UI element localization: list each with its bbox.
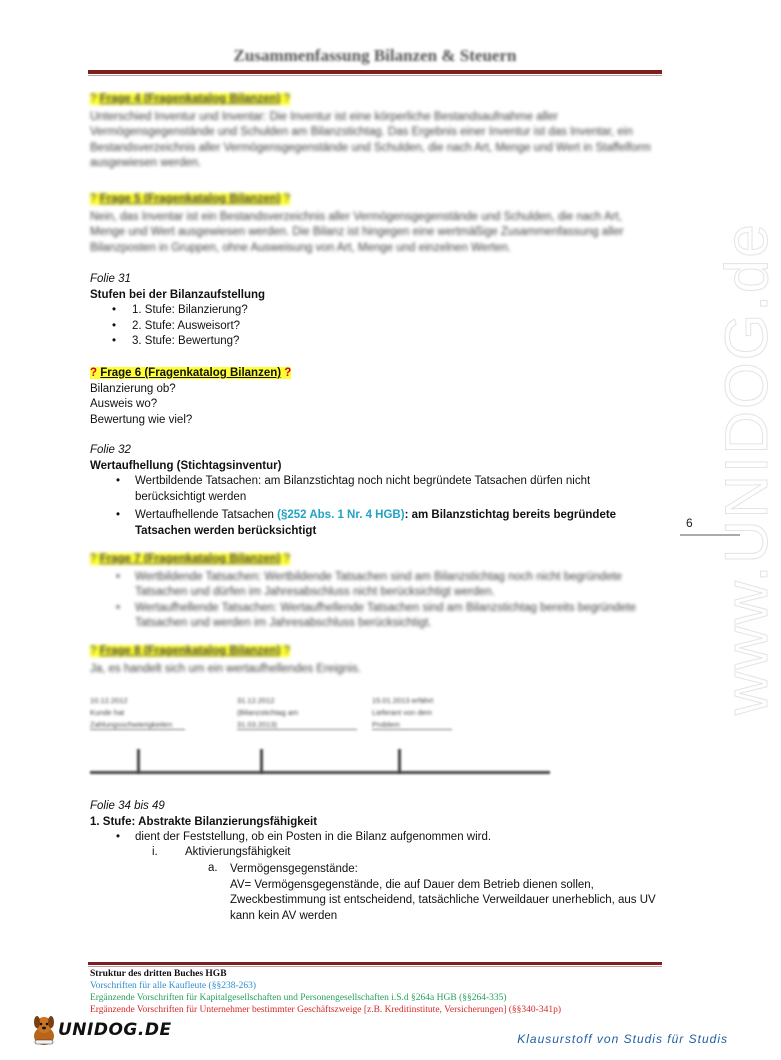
bullet-list bbox=[90, 303, 660, 350]
answer-line: Bewertung wie viel? bbox=[90, 413, 193, 426]
timeline-tick bbox=[398, 749, 401, 773]
sub-heading: Aktivierungsfähigkeit bbox=[185, 846, 291, 858]
footer-line: Ergänzende Vorschriften für Unternehmer bestimmter Geschäftszweige [z.B. Kreditinstitute, Versicherungen] (§§340-341p) bbox=[90, 1005, 561, 1015]
timeline-event-3: 15.01.2013 erfährt Lieferant von dem Problem bbox=[372, 696, 434, 729]
blurred-question-2 bbox=[90, 192, 660, 256]
title-divider-thin bbox=[88, 75, 662, 76]
footer-line: Ergänzende Vorschriften für Kapitalgesellschaften und Personengesellschaften i.S.d §264a HGB (§§264-335) bbox=[90, 993, 507, 1003]
section-folie-31 bbox=[90, 272, 660, 350]
list-item: • Wertaufhellende Tatsachen (§252 Abs. 1 Nr. 4 HGB): am Bilanzstichtag bereits begründete Tatsachen werden berücksichtigt bbox=[90, 508, 660, 534]
tagline: Klausurstoff von Studis für Studis bbox=[517, 1032, 728, 1046]
timeline-label-rule bbox=[237, 729, 357, 730]
folie-label: Folie 31 bbox=[90, 273, 131, 285]
list-item: • 3. Stufe: Bewertung? bbox=[90, 334, 660, 350]
timeline-tick bbox=[260, 749, 263, 773]
timeline-label-rule bbox=[90, 729, 185, 730]
section-heading: Wertaufhellung (Stichtagsinventur) bbox=[90, 459, 282, 472]
section-frage-6 bbox=[90, 366, 660, 428]
alpha-numeral: a. bbox=[208, 862, 218, 874]
footer-notes bbox=[90, 968, 690, 1016]
question-answer: Nein, das Inventar ist ein Bestandsverzeichnis aller Vermögensgegenstände und Schulden, die nach Art, Menge und Wert ausgewiesen werden. Die Bilanz ist hingegen eine wertmäßige Zusammenfassung aller Bilanzposten in Gruppen, ohne Ausweisung von Art, Menge und einzelnen Werten. bbox=[90, 210, 624, 254]
timeline-label-rule bbox=[372, 729, 452, 730]
list-item: • Wertbildende Tatsachen: Wertbildende Tatsachen sind am Bilanzstichtag noch nicht begründete Tatsachen und dürfen im Jahresabschluss nicht berücksichtigt werden. bbox=[90, 570, 660, 601]
list-item: • Wertbildende Tatsachen: am Bilanzstichtag noch nicht begründete Tatsachen dürfen nicht berücksichtigt werden bbox=[90, 474, 660, 505]
logo-text: UNIDOG.DE bbox=[58, 1020, 172, 1040]
list-item: • Wertaufhellende Tatsachen: Wertaufhellende Tatsachen sind am Bilanzstichtag bereits begründete Tatsachen und werden im Jahresabschluss berücksichtigt. bbox=[90, 601, 660, 632]
list-item: • 2. Stufe: Ausweisort? bbox=[90, 319, 660, 335]
section-folie-32 bbox=[90, 443, 660, 537]
question-label: ? Frage 6 (Fragenkatalog Bilanzen) ? bbox=[90, 367, 292, 379]
section-heading: 1. Stufe: Abstrakte Bilanzierungsfähigkeit bbox=[90, 815, 318, 828]
bullet-list bbox=[90, 474, 660, 537]
footer-line: Struktur des dritten Buches HGB bbox=[90, 969, 227, 979]
timeline-event-2: 31.12.2012 (Bilanzstichtag am 31.03.2013) bbox=[237, 696, 299, 729]
title-divider bbox=[88, 70, 662, 74]
timeline-tick bbox=[137, 749, 140, 773]
list-item: • dient der Feststellung, ob ein Posten in die Bilanz aufgenommen wird. bbox=[90, 830, 660, 846]
roman-numeral: i. bbox=[152, 846, 158, 858]
page-title: Zusammenfassung Bilanzen & Steuern bbox=[233, 46, 517, 65]
footer-line: Vorschriften für alle Kaufleute (§§238-263) bbox=[90, 981, 257, 991]
section-folie-34-49 bbox=[90, 799, 660, 846]
question-answer: Unterschied Inventur und Inventar: Die Inventur ist eine körperliche Bestandsaufnahme aller Vermögensgegenstände und Schulden am Bilanzstichtag. Das Ergebnis einer Inventur ist das Inventar, ein Bestandsverzeichnis aller Vermögensgegenstände und Schulden, die nach Art, Menge und Wert in Staffelform ausgewiesen werden. bbox=[90, 110, 651, 169]
blurred-question-4 bbox=[90, 644, 660, 677]
footer-divider bbox=[88, 962, 662, 965]
folie-label: Folie 34 bis 49 bbox=[90, 800, 165, 812]
page-number: 6 bbox=[686, 516, 693, 530]
dog-icon bbox=[28, 1014, 60, 1048]
watermark: www.UNIDOG.de bbox=[713, 222, 780, 715]
timeline-axis bbox=[90, 771, 550, 774]
unidog-logo[interactable] bbox=[28, 1014, 172, 1050]
timeline-diagram bbox=[90, 695, 560, 785]
question-label: ? Frage 8 (Fragenkatalog Bilanzen) ? bbox=[90, 645, 291, 657]
answer-line: Ausweis wo? bbox=[90, 398, 158, 410]
question-label: ? Frage 4 (Fragenkatalog Bilanzen) ? bbox=[90, 93, 291, 105]
folie-label: Folie 32 bbox=[90, 444, 131, 456]
law-reference-link[interactable]: (§252 Abs. 1 Nr. 4 HGB) bbox=[277, 509, 405, 521]
answer-line: Bilanzierung ob? bbox=[90, 382, 176, 395]
timeline-event-1: 10.12.2012 Kunde hat Zahlungsschwierigkeiten bbox=[90, 696, 173, 729]
blurred-question-3 bbox=[90, 552, 660, 632]
question-label: ? Frage 7 (Fragenkatalog Bilanzen) ? bbox=[90, 553, 291, 565]
section-heading: Stufen bei der Bilanzaufstellung bbox=[90, 288, 266, 301]
sub-item-text: Vermögensgegenstände: AV= Vermögensgegenstände, die auf Dauer dem Betrieb dienen sollen, Zweckbestimmung ist entscheidend, tatsächliche Verweildauer unerheblich, aus UV kann kein AV werden bbox=[230, 863, 656, 922]
list-item: • 1. Stufe: Bilanzierung? bbox=[90, 303, 660, 319]
footer-divider-thin bbox=[88, 966, 662, 967]
question-answer: Ja, es handelt sich um ein wertaufhellendes Ereignis. bbox=[90, 662, 362, 675]
question-label: ? Frage 5 (Fragenkatalog Bilanzen) ? bbox=[90, 193, 291, 205]
blurred-question-1 bbox=[90, 92, 660, 172]
